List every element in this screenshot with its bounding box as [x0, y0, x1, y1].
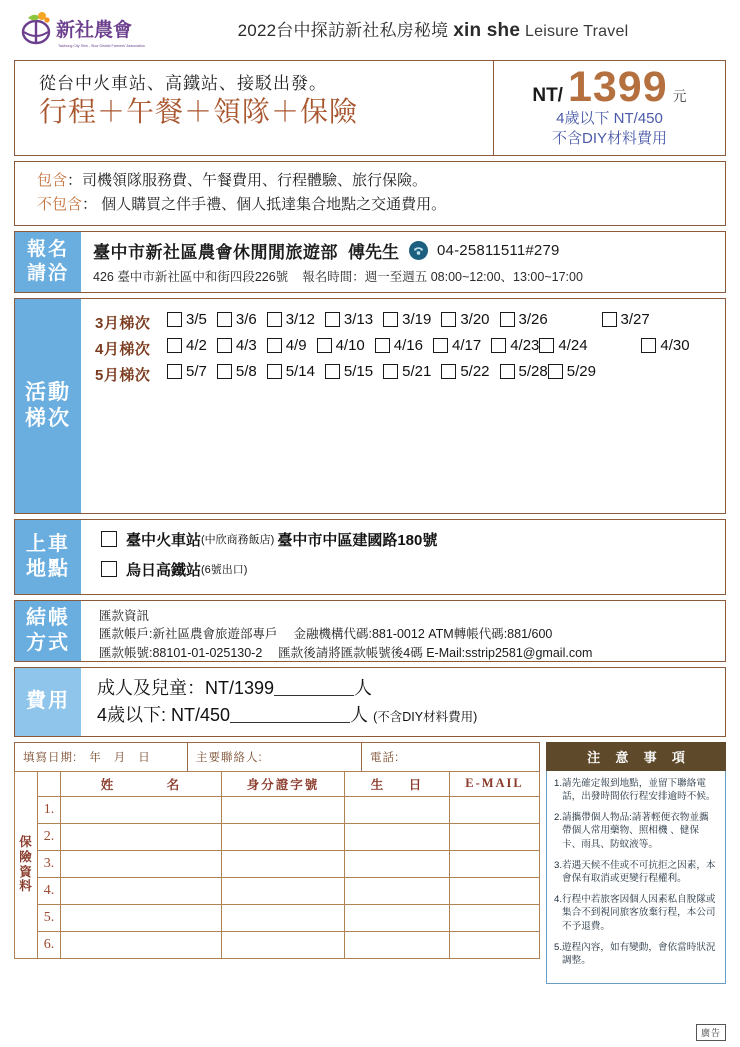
checkbox[interactable]	[267, 338, 282, 353]
schedule-label	[15, 299, 81, 513]
cell-name[interactable]	[61, 904, 222, 931]
date-label: 3/6	[235, 310, 257, 328]
notice-number: 2.	[554, 811, 563, 823]
includes-text: ：司機領隊服務費、午餐費用、行程體驗、旅行保險。	[67, 172, 428, 189]
date-label: 3/13	[343, 310, 374, 328]
notice-item	[554, 893, 718, 934]
telephone-label: 電話:	[370, 751, 400, 764]
signup-address: 426 臺中市新社區中和街四段226號	[93, 269, 289, 284]
date-label: 3/5	[186, 310, 207, 328]
date-label: 4/10	[335, 336, 365, 354]
checkbox[interactable]	[167, 312, 182, 327]
cell-birthday[interactable]	[345, 877, 450, 904]
fill-date-field[interactable]	[15, 743, 187, 771]
checkbox[interactable]	[500, 364, 515, 379]
price-prefix: NT/	[532, 85, 563, 107]
year-label: 年	[89, 751, 102, 764]
row-number: 6.	[38, 931, 61, 958]
date-checkbox-item[interactable]	[383, 363, 431, 380]
date-label: 4/3	[235, 336, 257, 354]
cell-birthday[interactable]	[345, 823, 450, 850]
column-header-birthday	[345, 771, 450, 796]
date-label: 4/2	[186, 336, 207, 354]
main-contact-field[interactable]	[187, 743, 361, 771]
pickup-body	[81, 520, 725, 594]
payment-account-line	[99, 625, 725, 644]
schedule-month-row	[95, 309, 725, 333]
pickup-label-line1: 上車	[26, 533, 70, 556]
payment-box	[14, 600, 726, 662]
cell-name[interactable]	[61, 823, 222, 850]
date-label: 3/19	[402, 310, 432, 328]
notice-text: 行程中若旅客因個人因素私自脫隊或集合不到視同旅客放棄行程，本公司不予退費。	[562, 893, 716, 933]
month-dates	[167, 361, 725, 385]
payment-bank-code: 金融機構代碼:881-0012 ATM轉帳代碼:881/600	[293, 627, 553, 642]
page-title	[150, 16, 726, 42]
date-label: 3/27	[620, 310, 650, 328]
hero-line1: 從台中火車站、高鐵站、接駁出發。	[39, 74, 327, 93]
date-checkbox-item[interactable]	[317, 337, 365, 354]
cell-id[interactable]	[222, 877, 345, 904]
cell-email[interactable]	[450, 850, 540, 877]
checkbox[interactable]	[491, 338, 506, 353]
cell-email[interactable]	[450, 931, 540, 958]
column-header-name	[61, 771, 222, 796]
cell-id[interactable]	[222, 796, 345, 823]
excludes-label: 不包含	[37, 196, 83, 214]
date-label: 5/22	[460, 362, 490, 380]
table-row	[15, 796, 540, 823]
fee-child-line	[97, 702, 725, 730]
schedule-label-line2: 梯次	[25, 406, 71, 430]
pickup-option[interactable]	[101, 559, 725, 580]
row-number: 1.	[38, 796, 61, 823]
checkbox[interactable]	[375, 338, 390, 353]
row-number: 3.	[38, 850, 61, 877]
date-label: 3/12	[285, 310, 315, 328]
fee-adult-count-blank[interactable]	[274, 679, 354, 696]
month-name: 4月梯次	[95, 340, 151, 358]
signup-address-line	[93, 267, 725, 285]
checkbox[interactable]	[441, 364, 456, 379]
date-checkbox-item[interactable]	[491, 337, 539, 354]
telephone-glyph	[412, 244, 425, 257]
cell-id[interactable]	[222, 850, 345, 877]
checkbox[interactable]	[602, 312, 617, 327]
schedule-month-row	[95, 335, 725, 359]
date-checkbox-item[interactable]	[217, 311, 257, 328]
pickup-label	[15, 520, 81, 594]
fee-adult-line	[97, 675, 725, 703]
checkbox[interactable]	[101, 561, 117, 577]
notices-panel	[546, 742, 726, 984]
fee-adult-unit: 人	[354, 677, 373, 698]
date-label: 5/21	[402, 362, 432, 380]
cell-name[interactable]	[61, 931, 222, 958]
notice-number: 1.	[554, 777, 563, 789]
hero-line2: 行程＋午餐＋領隊＋保險	[39, 96, 359, 127]
notice-text: 若遇天候不佳或不可抗拒之因素，本會保有取消或更變行程權利。	[562, 859, 716, 885]
svg-text:新社農會: 新社農會	[56, 19, 133, 41]
date-checkbox-item[interactable]	[539, 337, 631, 354]
date-label: 4/23	[510, 336, 540, 354]
date-checkbox-item[interactable]	[267, 363, 315, 380]
excludes-line	[37, 193, 725, 217]
notice-item	[554, 941, 718, 968]
price-value: 1399	[567, 63, 668, 112]
checkbox[interactable]	[217, 364, 232, 379]
advertisement-mark: 廣告	[696, 1024, 726, 1041]
row-number: 2.	[38, 823, 61, 850]
date-checkbox-item[interactable]	[217, 363, 257, 380]
row-number: 4.	[38, 877, 61, 904]
payment-label-line2: 方式	[26, 631, 70, 654]
fee-child-text: 4歲以下: NT/450	[97, 705, 231, 726]
date-label: 5/14	[285, 362, 315, 380]
farmers-association-logo	[14, 6, 150, 52]
hero-text	[15, 61, 493, 155]
registration-form	[14, 742, 540, 959]
payment-number-line	[99, 644, 725, 663]
signup-hours: 08:00~12:00、13:00~17:00	[430, 269, 583, 284]
bd-char-1: 生	[370, 777, 386, 792]
notice-item	[554, 811, 718, 852]
checkbox[interactable]	[267, 364, 282, 379]
price-panel	[493, 61, 725, 155]
table-row	[15, 823, 540, 850]
payment-account-number: 匯款帳號:88101-01-025130-2	[99, 646, 263, 661]
signup-box	[14, 231, 726, 293]
page-header	[0, 0, 740, 58]
signup-body	[81, 232, 725, 292]
name-char-1: 姓	[100, 777, 116, 792]
checkbox[interactable]	[167, 338, 182, 353]
date-checkbox-item[interactable]	[375, 337, 423, 354]
cell-name[interactable]	[61, 877, 222, 904]
schedule-month-row	[95, 361, 725, 385]
date-checkbox-item[interactable]	[383, 311, 431, 328]
month-dates	[167, 335, 725, 359]
notice-number: 5.	[554, 941, 563, 953]
pickup-box	[14, 519, 726, 595]
checkbox[interactable]	[217, 312, 232, 327]
fee-child-unit: 人	[350, 705, 369, 726]
schedule-body	[81, 299, 725, 513]
checkbox[interactable]	[267, 312, 282, 327]
checkbox[interactable]	[548, 364, 563, 379]
payment-heading: 匯款資訊	[99, 608, 150, 623]
notice-text: 遊程內容，如有變動，會依當時狀況調整。	[562, 941, 716, 967]
date-checkbox-item[interactable]	[167, 337, 207, 354]
pickup-label-line2: 地點	[26, 557, 70, 580]
pickup-address: 臺中市中區建國路180號	[277, 531, 438, 549]
cell-birthday[interactable]	[345, 850, 450, 877]
side-label-cell	[15, 771, 38, 958]
date-checkbox-item[interactable]	[548, 363, 640, 380]
svg-text:Taichung City Shin - Shor Dist: Taichung City Shin - Shor District Farmers' Association	[58, 44, 145, 48]
date-checkbox-item[interactable]	[325, 363, 373, 380]
payment-body	[81, 601, 725, 661]
insurance-table	[14, 771, 540, 959]
date-checkbox-item[interactable]	[267, 337, 307, 354]
price-note-child: 4歲以下 NT/450	[556, 110, 663, 128]
includes-box	[14, 161, 726, 226]
column-header-id: 身分證字號	[222, 771, 345, 796]
fee-adult-text: 成人及兒童：NT/1399	[97, 677, 275, 698]
pickup-station-note: (中欣商務飯店)	[201, 534, 275, 547]
price-note-diy: 不含DIY材料費用	[551, 129, 667, 147]
fee-label	[15, 668, 81, 736]
signup-label-line2: 請洽	[26, 262, 69, 284]
checkbox[interactable]	[641, 338, 656, 353]
day-label: 日	[138, 751, 151, 764]
bd-char-2: 日	[408, 777, 424, 792]
logo-mark	[14, 6, 150, 52]
cell-birthday[interactable]	[345, 796, 450, 823]
payment-email-note: 匯款後請將匯款帳號後4碼 E-Mail:sstrip2581@gmail.com	[278, 646, 593, 661]
title-main: 2022台中探訪新社私房秘境	[237, 21, 449, 40]
notice-number: 4.	[554, 893, 563, 905]
checkbox[interactable]	[433, 338, 448, 353]
signup-label-line1: 報名	[26, 239, 69, 261]
excludes-text: ： 個人購買之伴手禮、個人抵達集合地點之交通費用。	[82, 196, 447, 214]
cell-name[interactable]	[61, 850, 222, 877]
month-label: 月	[113, 751, 127, 764]
includes-label: 包含	[37, 172, 68, 189]
table-row	[15, 931, 540, 958]
date-checkbox-item[interactable]	[500, 363, 548, 380]
cell-name[interactable]	[61, 796, 222, 823]
name-char-2: 名	[166, 777, 182, 792]
price-unit: 元	[672, 88, 687, 105]
signup-contact-line	[93, 238, 725, 263]
fee-label-text: 費用	[26, 690, 70, 713]
pickup-station: 臺中火車站	[126, 531, 202, 549]
pickup-option[interactable]	[101, 529, 725, 550]
table-row	[15, 904, 540, 931]
date-checkbox-item[interactable]	[167, 363, 207, 380]
date-checkbox-item[interactable]	[325, 311, 373, 328]
checkbox[interactable]	[500, 312, 515, 327]
cell-email[interactable]	[450, 877, 540, 904]
notice-item	[554, 859, 718, 886]
title-sub: Leisure Travel	[525, 23, 629, 40]
bottom-section	[14, 742, 726, 984]
notice-text: 請攜帶個人物品:請著輕便衣物並攜帶個人常用藥物、照相機 、健保卡、雨具、防蚊液等。	[562, 811, 709, 851]
side-label-text: 保險資料	[19, 835, 33, 894]
telephone-field[interactable]	[361, 743, 539, 771]
date-label: 5/8	[235, 362, 257, 380]
table-row	[15, 877, 540, 904]
date-checkbox-item[interactable]	[441, 311, 489, 328]
date-checkbox-item[interactable]	[167, 311, 207, 328]
date-checkbox-item[interactable]	[217, 337, 257, 354]
row-number: 5.	[38, 904, 61, 931]
includes-line	[37, 169, 725, 193]
signup-org: 臺中市新社區農會休閒閒旅遊部	[93, 242, 338, 262]
date-label: 3/20	[460, 310, 490, 328]
table-header-row	[15, 771, 540, 796]
date-label: 5/29	[566, 362, 596, 380]
date-checkbox-item[interactable]	[500, 311, 592, 328]
payment-label	[15, 601, 81, 661]
date-checkbox-item[interactable]	[602, 311, 650, 328]
date-label: 3/26	[518, 310, 548, 328]
notice-text: 請先確定報到地點，並留下聯絡電話，出發時間依行程安排逾時不候。	[562, 777, 716, 803]
fee-child-count-blank[interactable]	[230, 706, 350, 723]
signup-label	[15, 232, 81, 292]
hero-price-box	[14, 60, 726, 156]
date-checkbox-item[interactable]	[433, 337, 481, 354]
cell-id[interactable]	[222, 931, 345, 958]
notices-list	[546, 771, 726, 984]
checkbox[interactable]	[441, 312, 456, 327]
date-label: 5/7	[186, 362, 207, 380]
form-top-row	[14, 742, 540, 771]
notice-item	[554, 777, 718, 804]
fee-child-note: (不含DIY材料費用)	[373, 710, 478, 725]
cell-id[interactable]	[222, 823, 345, 850]
date-label: 4/9	[285, 336, 307, 354]
signup-hours-label: 報名時間：週一至週五	[302, 269, 428, 284]
checkbox[interactable]	[325, 312, 340, 327]
date-checkbox-item[interactable]	[267, 311, 315, 328]
cell-email[interactable]	[450, 823, 540, 850]
schedule-label-line1: 活動	[25, 380, 71, 404]
date-label: 4/30	[660, 336, 690, 354]
telephone-icon	[409, 241, 428, 260]
row-number-header	[38, 771, 61, 796]
checkbox[interactable]	[167, 364, 182, 379]
cell-birthday[interactable]	[345, 931, 450, 958]
cell-birthday[interactable]	[345, 904, 450, 931]
main-contact-label: 主要聯絡人:	[196, 751, 263, 764]
price-row	[532, 63, 687, 112]
checkbox[interactable]	[217, 338, 232, 353]
payment-label-line1: 結帳	[26, 607, 70, 630]
pickup-station-note: (6號出口)	[201, 564, 248, 577]
checkbox[interactable]	[101, 531, 117, 547]
cell-email[interactable]	[450, 796, 540, 823]
cell-email[interactable]	[450, 904, 540, 931]
checkbox[interactable]	[383, 312, 398, 327]
month-name: 3月梯次	[95, 314, 151, 332]
date-label: 5/15	[343, 362, 374, 380]
fee-box	[14, 667, 726, 737]
cell-id[interactable]	[222, 904, 345, 931]
table-row	[15, 850, 540, 877]
pickup-station: 烏日高鐵站	[126, 561, 202, 579]
signup-person: 傅先生	[348, 242, 399, 262]
column-header-email: E-MAIL	[450, 771, 540, 796]
signup-telephone: 04-25811511#279	[437, 241, 560, 259]
fill-date-label: 填寫日期:	[23, 751, 78, 764]
checkbox[interactable]	[325, 364, 340, 379]
fee-body	[81, 668, 725, 736]
checkbox[interactable]	[383, 364, 398, 379]
notice-number: 3.	[554, 859, 563, 871]
date-label: 4/17	[451, 336, 482, 354]
date-label: 4/16	[393, 336, 423, 354]
date-checkbox-item[interactable]	[641, 337, 689, 354]
payment-account-holder: 匯款帳戶:新社區農會旅遊部專戶	[99, 627, 278, 642]
date-checkbox-item[interactable]	[441, 363, 489, 380]
month-name: 5月梯次	[95, 366, 151, 384]
month-dates	[167, 309, 725, 333]
checkbox[interactable]	[317, 338, 332, 353]
title-brand: xin she	[453, 20, 521, 41]
schedule-box	[14, 298, 726, 514]
date-label: 5/28	[518, 362, 548, 380]
notices-title: 注 意 事 項	[546, 742, 726, 771]
checkbox[interactable]	[539, 338, 554, 353]
date-label: 4/24	[558, 336, 588, 354]
